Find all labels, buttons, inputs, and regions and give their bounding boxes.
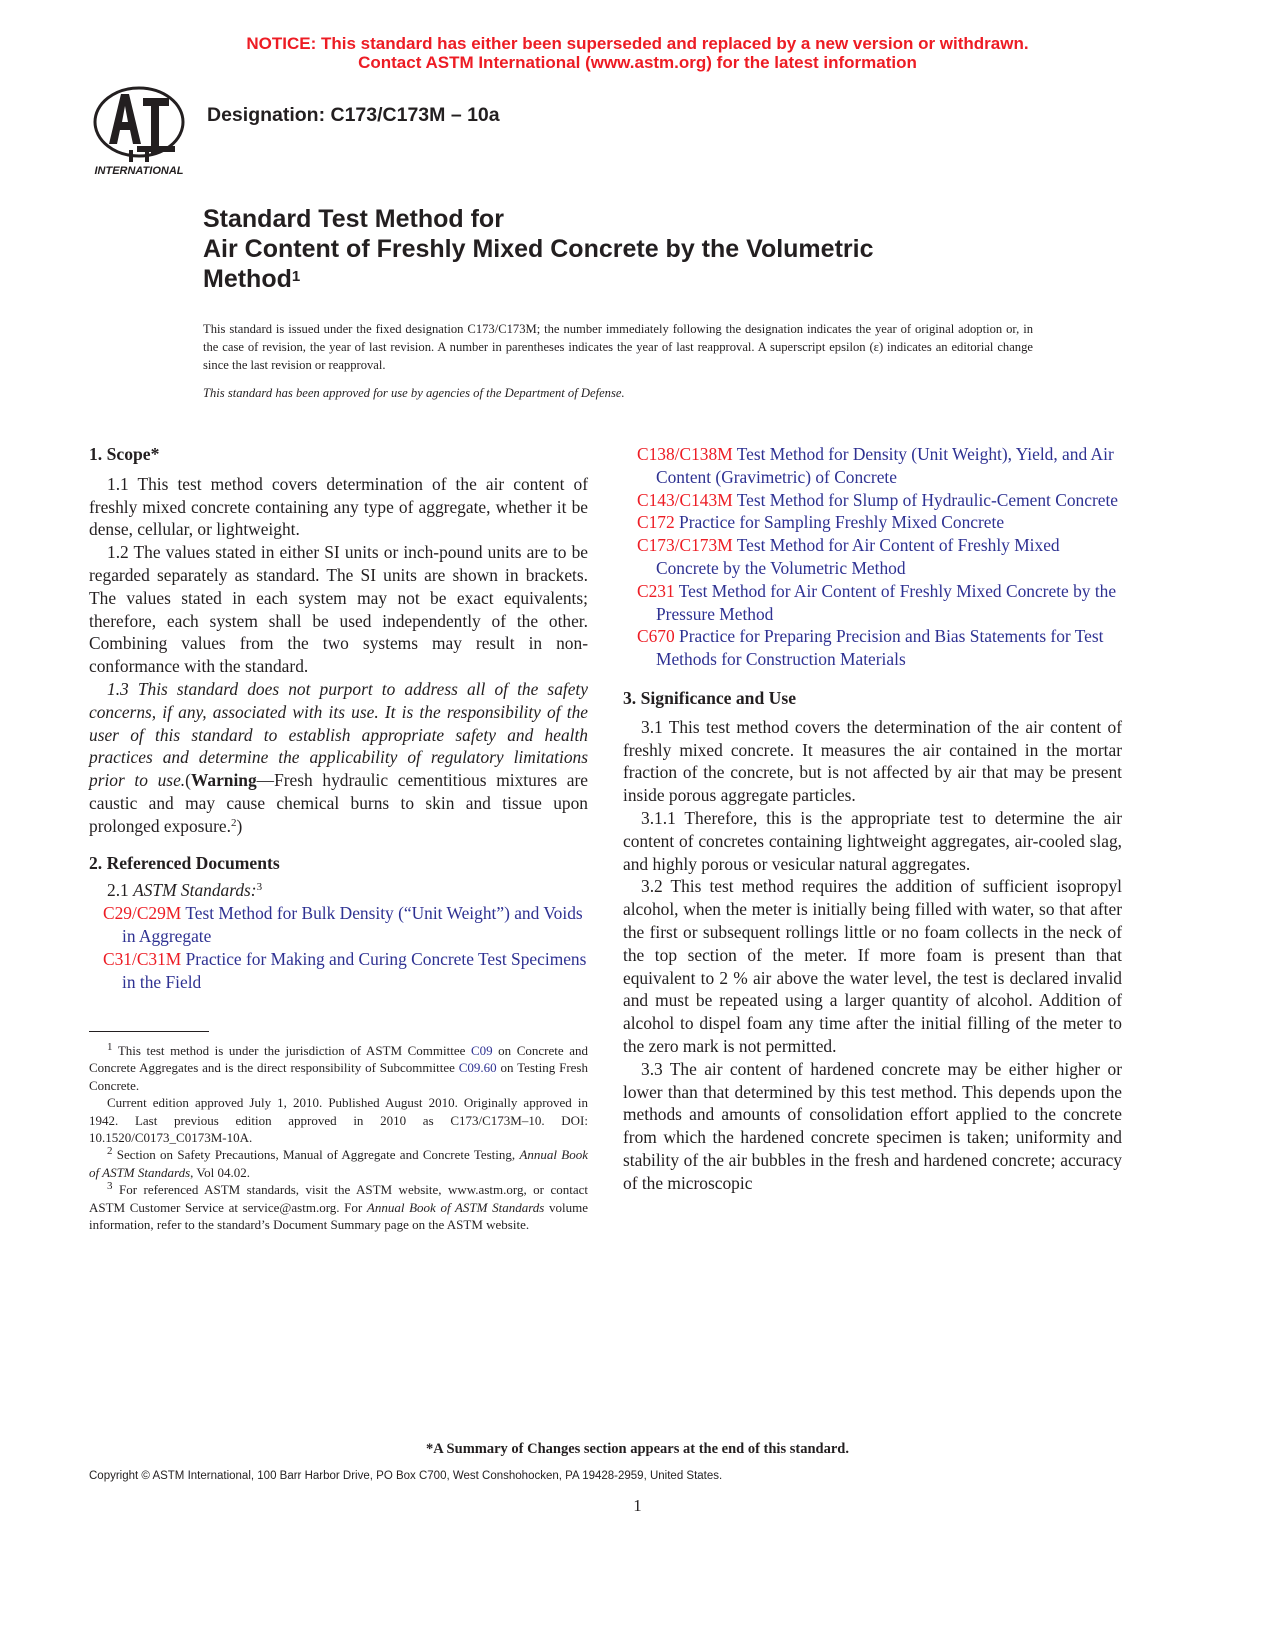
reference-item[interactable]	[623, 580, 1122, 626]
reference-title[interactable]: Test Method for Air Content of Freshly Mixed Concrete by the Pressure Method	[656, 580, 1117, 624]
title-footnote-mark: 1	[291, 268, 301, 285]
logo-wordmark: INTERNATIONAL	[94, 165, 184, 177]
reference-title[interactable]: Test Method for Air Content of Freshly Mixed Concrete by the Volumetric Method	[656, 535, 1060, 578]
reference-title[interactable]: Practice for Making and Curing Concrete Test Specimens in the Field	[122, 948, 587, 992]
dod-note: This standard has been approved for use by agencies of the Department of Defense.	[203, 386, 625, 400]
page-number: 1	[633, 1496, 642, 1515]
reference-code[interactable]: C670	[637, 626, 675, 647]
para-3-3: 3.3 The air content of hardened concrete may be either higher or lower than that determined by this test method. This depends upon the methods and amounts of consolidation effort applied to the concrete from which the hardened concrete specimen is taken; uniformity and stability of the air bubbles in the fresh and hardened concrete; accuracy of the microscopic	[623, 1058, 1122, 1193]
para-1-3-italic: 1.3 This standard does not purport to address all of the safety concerns, if any, associated with its use. It is the responsibility of the user of this standard to establish appropriate safety and health practices and determine the applicability of regulatory limitations prior to use.	[89, 678, 588, 791]
title-line-1: Air Content of Freshly Mixed Concrete by the Volumetric	[203, 235, 874, 263]
reference-title[interactable]: Practice for Preparing Precision and Bias Statements for Test Methods for Construction Materials	[656, 626, 1104, 670]
para-2-1-num: 2.1	[107, 880, 134, 901]
para-3-2: 3.2 This test method requires the addition of sufficient isopropyl alcohol, when the meter is initially being filled with water, so that after the first or subsequent rollings little or no foam collects in the neck of the top section of the meter. If more foam is present than that equivalent to 2 % air above the water level, the test is declared invalid and must be repeated using a larger quantity of alcohol. Addition of alcohol to dispel foam any time after the initial filling of the meter to the zero mark is not permitted.	[623, 876, 1122, 1056]
reference-title[interactable]: Practice for Sampling Freshly Mixed Concrete	[679, 512, 1005, 533]
title-line-2-text: Method	[203, 265, 292, 293]
footnote-1	[89, 1042, 588, 1094]
summary-of-changes-note: *A Summary of Changes section appears at the end of this standard.	[426, 1441, 849, 1457]
right-column	[623, 443, 1122, 1195]
reference-code[interactable]: C138/C138M	[637, 444, 733, 464]
reference-item[interactable]	[623, 534, 1122, 580]
astm-logo	[89, 84, 191, 178]
left-column	[89, 443, 588, 993]
astm-standards-label: ASTM Standards:	[133, 880, 257, 901]
committee-link[interactable]: C09	[470, 1043, 493, 1058]
footnote-1-text-a: This test method is under the jurisdiction of ASTM Committee	[112, 1043, 471, 1058]
scope-heading: 1. Scope*	[89, 444, 160, 464]
warning-label: Warning	[190, 770, 257, 791]
notice-line-1: NOTICE: This standard has either been superseded and replaced by a new version or withdrawn.	[246, 34, 1029, 53]
reference-title[interactable]: Test Method for Density (Unit Weight), Yield, and Air Content (Gravimetric) of Concrete	[656, 444, 1114, 487]
reference-title[interactable]: Test Method for Bulk Density (“Unit Weight”) and Voids in Aggregate	[122, 903, 583, 946]
reference-title[interactable]: Test Method for Slump of Hydraulic-Cement Concrete	[736, 489, 1119, 510]
para-1-3-rest: —Fresh hydraulic cementitious mixtures are caustic and may cause chemical burns to skin and tissue upon prolonged exposure.	[89, 770, 588, 836]
referenced-heading: 2. Referenced Documents	[89, 852, 280, 873]
footnote-2-text-b: , Vol 04.02.	[190, 1164, 250, 1180]
astm-logo-icon	[89, 84, 191, 178]
footnote-2-italic: Annual Book of ASTM Standards	[89, 1147, 588, 1180]
footnote-1-text-b: on Concrete and Concrete Aggregates and is the direct responsibility of Subcommittee	[89, 1043, 588, 1076]
reference-code[interactable]: C29/C29M	[103, 903, 182, 924]
reference-code[interactable]: C31/C31M	[103, 948, 182, 969]
para-2-1	[89, 879, 588, 902]
footnote-rule	[89, 1031, 209, 1032]
copyright: Copyright © ASTM International, 100 Barr Harbor Drive, PO Box C700, West Conshohocken, PA 19428-2959, United States.	[89, 1470, 723, 1482]
footnotes	[89, 1042, 588, 1233]
footnote-1-text-c: on Testing Fresh Concrete.	[89, 1060, 588, 1093]
reference-item[interactable]	[623, 443, 1122, 489]
reference-item[interactable]	[89, 902, 588, 948]
footnote-3	[89, 1181, 588, 1233]
reference-item[interactable]	[623, 489, 1122, 512]
notice-line-2: Contact ASTM International (www.astm.org) for the latest information	[358, 53, 917, 72]
reference-code[interactable]: C172	[637, 512, 675, 533]
footnote-3-text-b: volume information, refer to the standard’s Document Summary page on the ASTM website.	[89, 1199, 588, 1233]
para-3-1-1: 3.1.1 Therefore, this is the appropriate test to determine the air content of concretes containing lightweight aggregates, air-cooled slag, and highly porous or vesicular natural aggregates.	[623, 807, 1122, 874]
issue-note: This standard is issued under the fixed designation C173/C173M; the number immediately following the designation indicates the year of original adoption or, in the case of revision, the year of last revision. A number in parentheses indicates the year of last reapproval. A superscript epsilon (ε) indicates an editorial change since the last revision or reapproval.	[203, 322, 1033, 372]
para-1-2: 1.2 The values stated in either SI units or inch-pound units are to be regarded separately as standard. The SI units are shown in brackets. The values stated in each system may not be exact equivalents; therefore, each system shall be used independently of the other. Combining values from the two systems may result in non-conformance with the standard.	[89, 542, 588, 677]
footnote-2-text-a: Section on Safety Precautions, Manual of Aggregate and Concrete Testing,	[112, 1147, 520, 1163]
para-1-1: 1.1 This test method covers determination of the air content of freshly mixed concrete containing any type of aggregate, whether it be dense, cellular, or lightweight.	[89, 473, 588, 540]
reference-item[interactable]	[89, 948, 588, 994]
footnote-edition: Current edition approved July 1, 2010. Published August 2010. Originally approved in 1942. Last previous edition approved in 2010 as C173/C173M–10. DOI: 10.1520/C0173_C0173M-10A.	[89, 1095, 588, 1146]
subcommittee-link[interactable]: C09.60	[458, 1060, 497, 1076]
reference-code[interactable]: C231	[637, 580, 675, 601]
footnote-2	[89, 1146, 588, 1181]
reference-item[interactable]	[623, 511, 1122, 534]
astm-standards-footnote: 3	[256, 881, 263, 894]
footnote-1-mark: 1	[107, 1041, 113, 1053]
para-1-3-open: (	[185, 770, 191, 791]
title-line-2	[203, 264, 300, 294]
reference-code[interactable]: C173/C173M	[637, 535, 733, 556]
footnote-3-italic: Annual Book of ASTM Standards	[366, 1199, 545, 1215]
reference-item[interactable]	[623, 625, 1122, 671]
reference-code[interactable]: C143/C143M	[637, 489, 733, 510]
para-1-3-footnote: 2	[231, 816, 237, 829]
significance-heading: 3. Significance and Use	[623, 687, 797, 708]
footnote-3-text-a: For referenced ASTM standards, visit the ASTM website, www.astm.org, or contact ASTM Customer Service at service@astm.org. For	[89, 1182, 588, 1215]
para-1-3	[89, 678, 588, 838]
title-prefix: Standard Test Method for	[203, 205, 504, 233]
para-3-1: 3.1 This test method covers the determination of the air content of freshly mixed concrete. It measures the air contained in the mortar fraction of the concrete, but is not affected by air that may be present inside porous aggregate particles.	[623, 716, 1122, 806]
footnote-3-mark: 3	[107, 1180, 113, 1193]
para-1-3-close: )	[236, 815, 243, 836]
footnote-2-mark: 2	[107, 1145, 113, 1158]
designation: Designation: C173/C173M – 10a	[207, 104, 500, 126]
